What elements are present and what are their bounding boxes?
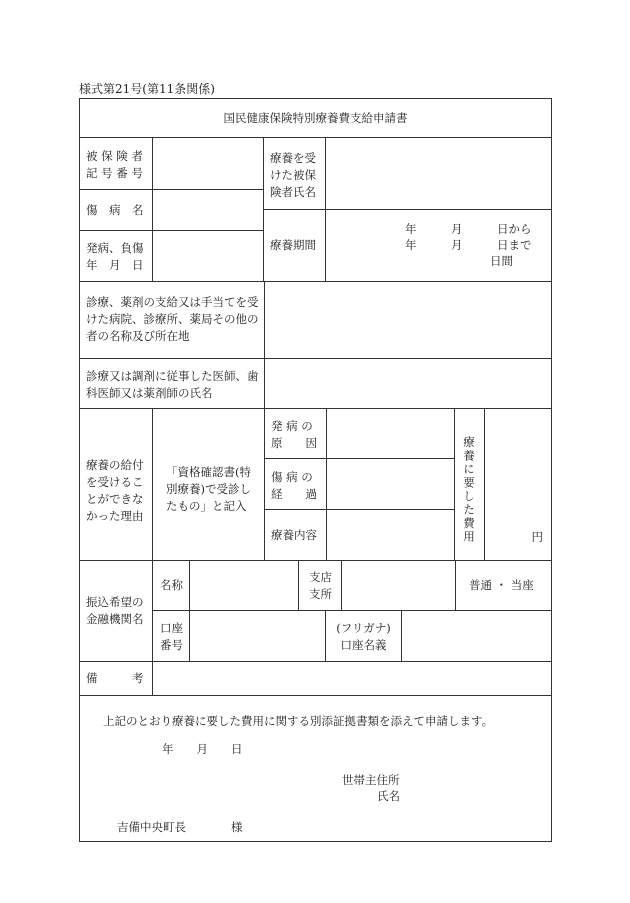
address-label: 世帯主住所 (342, 773, 400, 787)
bank-name-label-cell (152, 560, 190, 611)
patient-name-label-cell (263, 137, 326, 210)
account-number-label-cell (152, 610, 190, 662)
title-row (79, 98, 552, 138)
treatment-content-label: 療養内容 (271, 528, 317, 542)
addressee: 吉備中央町長 (117, 820, 186, 834)
name-label: 氏名 (377, 789, 400, 803)
remarks-label-cell (79, 661, 153, 696)
cost-field[interactable] (484, 408, 552, 561)
bank-name-field[interactable] (189, 560, 299, 611)
account-holder-field[interactable] (401, 610, 552, 662)
account-number-label: 口座 番号 (160, 621, 183, 652)
branch-label: 支店 支所 (309, 570, 332, 601)
branch-label-cell (298, 560, 342, 611)
onset-cause-field[interactable] (326, 408, 455, 459)
account-holder-label-cell (325, 610, 402, 662)
account-holder-label: (フリガナ) 口座名義 (336, 621, 391, 652)
honorific: 様 (231, 820, 243, 834)
reason-note: 「資格確認書(特 別療養)で受診し たもの」と記入 (166, 465, 251, 513)
disease-label-cell (79, 189, 153, 231)
treatment-content-field[interactable] (326, 509, 455, 561)
treatment-period-label: 療養期間 (270, 238, 316, 252)
onset-date-field[interactable] (152, 230, 264, 282)
reason-label-cell (79, 408, 153, 561)
declaration-text: 上記のとおり療養に要した費用に関する別添証拠書類を添えて申請します。 (103, 714, 494, 728)
remarks-field[interactable] (152, 661, 552, 696)
cost-label: 療養に要した費用 (462, 436, 476, 544)
branch-field[interactable] (341, 560, 456, 611)
reason-label: 療養の給付 を受けるこ とができな かった理由 (86, 458, 144, 523)
doctor-field[interactable] (264, 358, 552, 409)
hospital-field[interactable] (264, 281, 552, 359)
injury-course-field[interactable] (326, 458, 455, 510)
cost-unit: 円 (531, 530, 543, 544)
onset-cause-label-cell (264, 408, 327, 459)
bank-label-cell (79, 560, 153, 662)
declaration-date: 年 月 日 (162, 742, 243, 756)
remarks-label: 備 考 (86, 671, 144, 685)
doctor-label-cell (79, 358, 265, 409)
form-number: 様式第21号(第11条関係) (79, 82, 215, 96)
hospital-label-cell (79, 281, 265, 359)
injury-course-label-cell (264, 458, 327, 510)
treatment-period-field[interactable] (325, 209, 552, 282)
treatment-period-label-cell (263, 209, 326, 282)
bank-name-label: 名称 (160, 578, 183, 592)
injury-course-label: 傷 病 の 経 過 (271, 470, 317, 501)
declaration-box (79, 695, 552, 842)
insured-number-label-cell (79, 137, 153, 190)
patient-name-label: 療養を受 けた被保 険者氏名 (270, 151, 316, 199)
bank-label: 振込希望の 金融機関名 (86, 595, 144, 626)
period-from: 年 月 日から (405, 222, 532, 236)
hospital-label: 診療、薬剤の支給又は手当てを受 けた病院、診療所、薬局その他の 者の名称及び所在地 (86, 295, 259, 343)
cost-label-cell (454, 408, 485, 561)
insured-number-label: 被 保 険 者 記 号 番 号 (86, 149, 143, 180)
treatment-content-label-cell (264, 509, 327, 561)
disease-field[interactable] (152, 189, 264, 231)
onset-date-label: 発病、負傷 年 月 日 (86, 241, 144, 272)
doctor-label: 診療又は調剤に従事した医師、歯 科医師又は薬剤師の氏名 (86, 369, 259, 400)
onset-date-label-cell (79, 230, 153, 282)
account-type-cell[interactable] (455, 560, 552, 611)
period-days: 日間 (490, 254, 513, 268)
account-number-field[interactable] (189, 610, 326, 662)
form-title: 国民健康保険特別療養費支給申請書 (223, 111, 408, 125)
period-to: 年 月 日まで (405, 238, 532, 252)
onset-cause-label: 発 病 の 原 因 (271, 419, 317, 450)
reason-note-cell (152, 408, 265, 561)
patient-name-field[interactable] (325, 137, 552, 210)
account-type: 普通 ・ 当座 (469, 578, 534, 592)
disease-label: 傷 病 名 (86, 203, 144, 217)
insured-number-field[interactable] (152, 137, 264, 190)
